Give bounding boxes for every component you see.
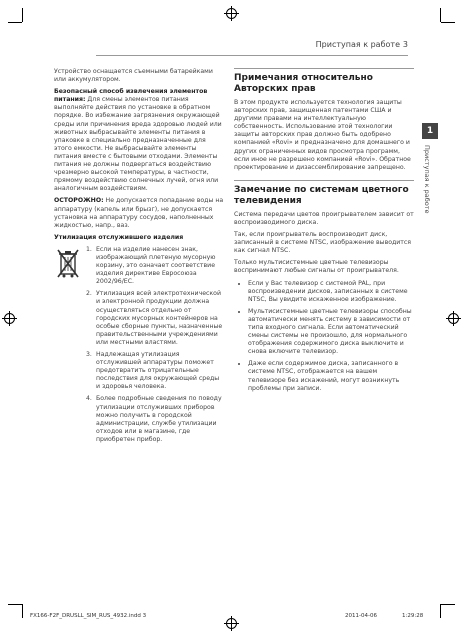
list-item: 2. Утилизация всей электротехнической и электронной продукции должна осуществляться отдельно от городских мусорных контейнеров на особые сборные пункты, назначенные правительственными учреждениями или местными властями. [86,290,223,346]
left-column [54,68,224,448]
header-rule [96,55,408,56]
crop-mark [22,604,23,618]
crop-mark [8,604,22,605]
color-system-list [234,280,414,393]
disposal-list [86,246,224,448]
list-item: 4. Более подробные сведения по поводу утилизации отслуживших приборов можно получить в городской администрации, службе утилизации отходов или в магазине, где приобретен прибор. [86,395,222,443]
footer-date: 2011-04-06 [345,613,377,619]
color-system-text: Система передачи цветов проигрывателем зависит от воспроизводимого диска. [234,210,414,226]
list-item: • Мультисистемные цветные телевизоры способны автоматически менять систему в зависимости от типа входного сигнала. Если автоматический смены системы не произошло, для нормального отображения содержимого диска выключите и снова включите телевизор. [248,308,414,357]
crop-mark [440,604,441,618]
copyright-heading: Примечания относительно Авторских прав [234,73,373,94]
registration-mark-icon [226,618,237,629]
registration-mark-icon [448,313,459,324]
disposal-block [54,246,224,448]
list-item: • Даже если содержимое диска, записанного в системе NTSC, отображается на вашем телевизоре без искажений, могут возникнуть проблемы при записи. [248,360,414,392]
disposal-heading: Утилизация отслужившего изделия [54,233,184,241]
section-rule [234,180,414,181]
color-system-text: Так, если проигрыватель воспроизводит диск, записанный в системе NTSC, изображение выводится как сигнал NTSC. [234,231,412,255]
crop-mark [441,604,455,605]
crop-mark [440,8,441,22]
crop-mark [22,8,23,22]
list-item: 1. Если на изделие нанесен знак, изображающий плетеную мусорную корзину, это означает соответствие изделия директиве Евросоюза 2002/96/EC. [86,245,216,286]
registration-mark-icon [4,313,15,324]
crossed-bin-icon [56,248,80,280]
section-rule [234,68,414,69]
chapter-tab: 1 [422,123,438,139]
registration-mark-icon [226,8,237,19]
list-item: • Если у Вас телевизор с системой PAL, при воспроизведении дисков, записанных в системе NTSC, Вы увидите искаженное изображение. [248,280,414,304]
page-number: 3 [402,40,408,49]
color-system-text: Только мультисистемные цветные телевизоры воспринимают любые сигналы от проигрывателя. [234,259,399,275]
footer-time: 1:29:28 [402,613,424,619]
right-column [234,68,414,397]
caution-paragraph: ОСТОРОЖНО: Не допускается попадание воды на аппаратуру (капель или брызг), не допускается установка на аппаратуру сосудов, наполненных жидкостью, напр., ваз. [54,197,224,229]
running-header: Приступая к работе [315,40,400,49]
intro-text: Устройство оснащается съемными батарейками или аккумулятором. [54,68,213,84]
footer-file-name: FX166-F2F_DRUSLL_SIM_RUS_4932.indd 3 [30,613,147,619]
copyright-text: В этом продукте используется технология защиты авторских прав, защищенная патентами США и другими правами на интеллектуальную собственность. Использование этой технологии защиты авторских прав должно быть одобрено компанией «Rovi» и предназначено для домашнего и других ограниченных видов просмотра программ, если иное не разрешено компанией «Rovi». Обратное проектирование и дизассемблирование запрещено. [234,99,411,171]
crop-mark [8,22,22,23]
safe-removal-paragraph: Безопасный способ извлечения элементов питания: Для смены элементов питания выполняйте действия по установке в обратном порядке. Во избежание загрязнения окружающей среды или причинения вреда здоровью людей или животных выбрасывайте элементы питания в упаковке в специально предназначенные для этого емкости. Не выбрасывайте элементы питания вместе с бытовыми отходами. Элементы питания не должны подвергаться воздействию чрезмерно высокой температуры, в частности, прямому воздействию солнечных лучей, огня или аналогичным воздействиям. [54,88,222,193]
crop-mark [441,22,455,23]
chapter-side-label: Приступая к работе [423,145,431,214]
list-item: 3. Надлежащая утилизация отслужившей аппаратуры поможет предотвратить отрицательные последствия для окружающей среды и здоровья человека. [86,351,220,391]
color-system-heading: Замечание по системам цветного телевидения [234,184,409,206]
